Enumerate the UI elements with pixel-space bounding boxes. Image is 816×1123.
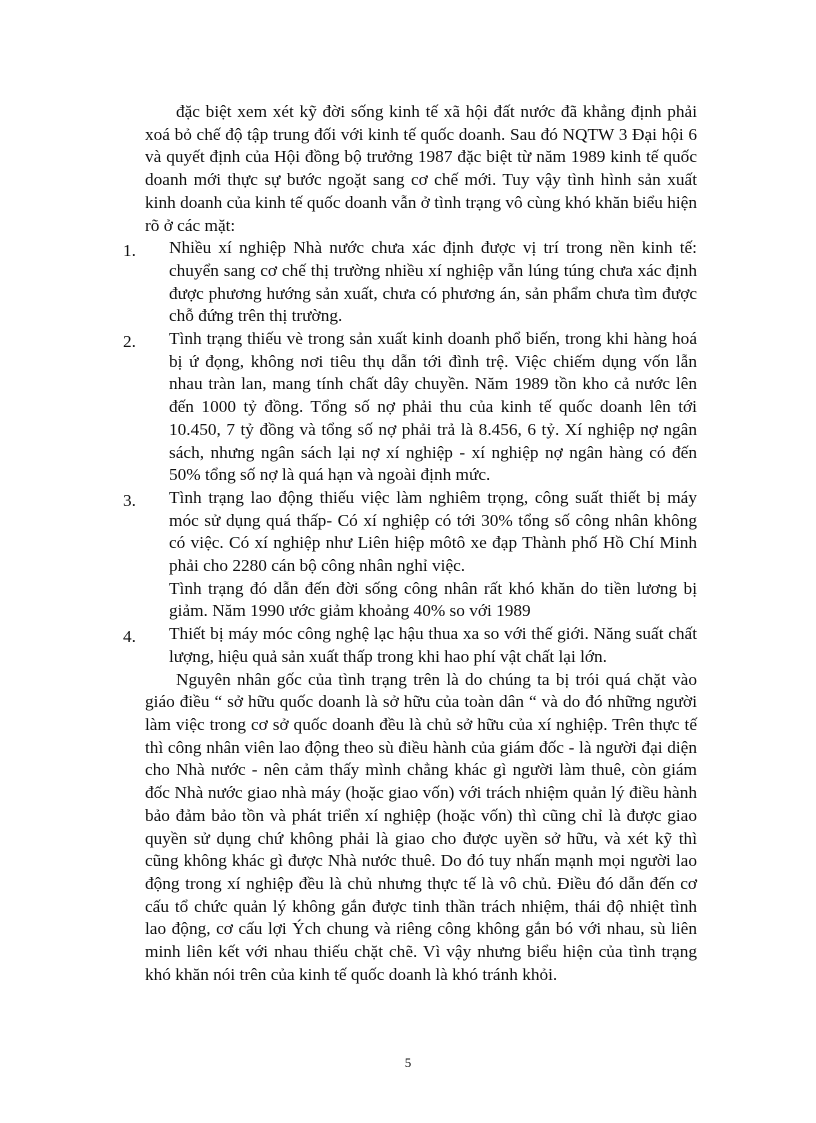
document-body: [123, 101, 697, 986]
list-item-number: 1.: [123, 241, 136, 261]
list-item-text: Tình trạng thiếu vè trong sản xuất kinh doanh phổ biến, trong khi hàng hoá bị ứ đọng, không nơi tiêu thụ dẫn tới đình trệ. Việc chiếm dụng vốn lẫn nhau tràn lan, mang tính chất dây chuyền. Năm 1989 tồn kho cả nước lên đến 1000 tỷ đồng. Tổng số nợ phải thu của kinh tế quốc doanh lên tới 10.450, 7 tỷ đồng và tổng số nợ phải trả là 8.456, 6 tỷ. Xí nghiệp nợ ngân sách, nhưng ngân sách lại nợ xí nghiệp - xí nghiệp nợ ngân hàng có đến 50% tổng số nợ là quá hạn và ngoài định mức.: [169, 329, 697, 485]
page-number: 5: [404, 1055, 412, 1070]
intro-paragraph: đặc biệt xem xét kỹ đời sống kinh tế xã hội đất nước đã khẳng định phải xoá bỏ chế độ tập trung đối với kinh tế quốc doanh. Sau đó NQTW 3 Đại hội 6 và quyết định của Hội đồng bộ trưởng 1987 đặc biệt từ năm 1989 kinh tế quốc doanh mới thực sự bước ngoặt sang cơ chế mới. Tuy vậy tình hình sản xuất kinh doanh của kinh tế quốc doanh vẫn ở tình trạng vô cùng khó khăn biểu hiện rõ ở các mặt:: [145, 102, 697, 235]
list-item-text: Tình trạng lao động thiếu việc làm nghiêm trọng, công suất thiết bị máy móc sử dụng quá thấp- Có xí nghiệp có tới 30% tổng số công nhân không có việc. Có xí nghiệp như Liên hiệp môtô xe đạp Thành phố Hồ Chí Minh phải cho 2280 cán bộ công nhân nghỉ việc.: [169, 487, 697, 576]
list-item: [123, 328, 697, 487]
conclusion-paragraph: Nguyên nhân gốc của tình trạng trên là do chúng ta bị trói quá chặt vào giáo điều “ sở hữu quốc doanh là sở hữu của toàn dân “ và do đó những người làm việc trong cơ sở quốc doanh đều là chủ sở hữu của xí nghiệp. Trên thực tế thì công nhân viên lao động theo sù điều hành của giám đốc - là người đại diện cho Nhà nước - nên cảm thấy mình chẳng khác gì người làm thuê, còn giám đốc Nhà nước giao nhà máy (hoặc giao vốn) với trách nhiệm quản lý điều hành bảo đảm bảo tồn và phát triển xí nghiệp (hoặc vốn) thì cũng chỉ là được giao quyền sử dụng chứ không phải là giao cho được uyền sở hữu, và xét kỹ thì cũng không khác gì được Nhà nước thuê. Do đó tuy nhấn mạnh mọi người lao động trong xí nghiệp đều là chủ nhưng thực tế là vô chủ. Điều đó dẫn đến cơ cấu tổ chức quản lý không gắn được tinh thần trách nhiệm, thái độ nhiệt tình lao động, cơ cấu lợi Ých chung và riêng công không gắn bó với nhau, sù liên minh liên kết với nhau thiếu chặt chẽ. Vì vậy nhưng biểu hiện của tình trạng khó khăn nói trên của kinh tế quốc doanh là khó tránh khỏi.: [145, 669, 697, 984]
list-item: [123, 623, 697, 668]
list-item-text: Thiết bị máy móc công nghệ lạc hậu thua xa so với thế giới. Năng suất chất lượng, hiệu quả sản xuất thấp trong khi hao phí vật chất lại lớn.: [169, 624, 697, 666]
numbered-list: [123, 237, 697, 668]
list-item-subparagraph: Tình trạng đó dẫn đến đời sống công nhân rất khó khăn do tiền lương bị giảm. Năm 1990 ước giảm khoảng 40% so với 1989: [169, 578, 697, 621]
list-item-number: 2.: [123, 332, 136, 352]
list-item-number: 3.: [123, 490, 136, 510]
list-item: [123, 237, 697, 328]
list-item: [123, 487, 697, 623]
list-item-number: 4.: [123, 627, 136, 647]
list-item-text: Nhiều xí nghiệp Nhà nước chưa xác định được vị trí trong nền kinh tế: chuyển sang cơ chế thị trường nhiều xí nghiệp vẫn lúng túng chưa xác định được phương hướng sản xuất, chưa có phương án, sản phẩm chưa tìm được chỗ đứng trên thị trường.: [169, 238, 697, 326]
